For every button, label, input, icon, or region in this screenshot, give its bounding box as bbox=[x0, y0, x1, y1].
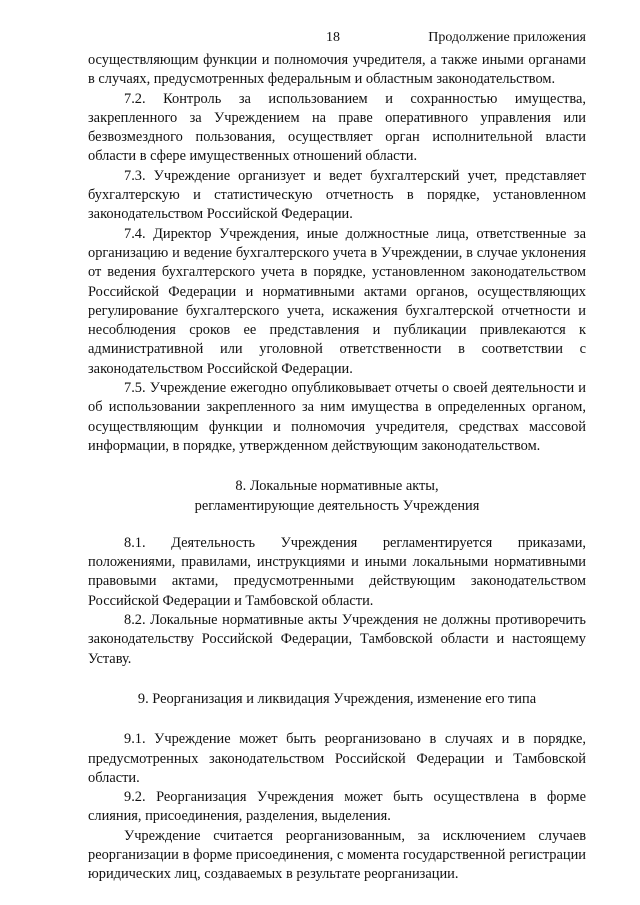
paragraph-9-3: Учреждение считается реорганизованным, за исключением случаев реорганизации в форме присоединения, с момента государственной регистрации юридических лиц, создаваемых в результате реорганизации. bbox=[88, 827, 586, 883]
paragraph-8-1: 8.1. Деятельность Учреждения регламентируется приказами, положениями, правилами, инструкциями и иными локальными нормативными правовыми актами, предусмотренными действующим законодательством Российской Федерации и Тамбовской области. bbox=[88, 534, 586, 609]
continuation-label: Продолжение приложения bbox=[428, 30, 586, 45]
spacer bbox=[88, 516, 586, 534]
paragraph-7-3: 7.3. Учреждение организует и ведет бухгалтерский учет, представляет бухгалтерскую и статистическую отчетность в порядке, установленном законодательством Российской Федерации. bbox=[88, 167, 586, 223]
paragraph-continued: осуществляющим функции и полномочия учредителя, а также иными органами в случаях, предусмотренных федеральным и областным законодательством. bbox=[88, 52, 586, 88]
section-8-heading-line1: 8. Локальные нормативные акты, bbox=[235, 478, 439, 495]
paragraph-9-1: 9.1. Учреждение может быть реорганизовано в случаях и в порядке, предусмотренных законодательством Российской Федерации и Тамбовской области. bbox=[88, 731, 586, 786]
spacer bbox=[88, 709, 586, 730]
paragraph-7-4: 7.4. Директор Учреждения, иные должностные лица, ответственные за организацию и ведение бухгалтерского учета в Учреждении, в случае уклонения от ведения бухгалтерского учета в порядке, установленном законодательством Российской Федерации и нормативными актами органов, осуществляющих регулирование бухгалтерского учета, искажения бухгалтерской отчетности и несоблюдения сроков ее представления и публикации привлекаются к административной или уголовной ответственности в соответствии с законодательством Российской Федерации. bbox=[88, 225, 586, 377]
spacer bbox=[88, 456, 586, 477]
paragraph-8-2: 8.2. Локальные нормативные акты Учреждения не должны противоречить законодательству Российской Федерации, Тамбовской области и настоящему Уставу. bbox=[88, 612, 586, 667]
section-9-heading: 9. Реорганизация и ликвидация Учреждения, изменение его типа bbox=[137, 690, 537, 707]
section-8-heading-line2: регламентирующие деятельность Учреждения bbox=[194, 497, 480, 514]
paragraph-9-2: 9.2. Реорганизация Учреждения может быть осуществлена в форме слияния, присоединения, разделения, выделения. bbox=[88, 789, 586, 825]
page-header bbox=[0, 30, 640, 50]
spacer bbox=[88, 669, 586, 690]
page-number: 18 bbox=[326, 30, 340, 45]
paragraph-7-5: 7.5. Учреждение ежегодно опубликовывает отчеты о своей деятельности и об использовании закрепленного за ним имущества в определенных органом, осуществляющим функции и полномочия учредителя, средствах массовой информации, в порядке, утвержденном действующим законодательством. bbox=[88, 380, 586, 454]
paragraph-7-2: 7.2. Контроль за использованием и сохранностью имущества, закрепленного за Учреждением на праве оперативного управления или безвозмездного пользования, осуществляет орган исполнительной власти области в сфере имущественных отношений области. bbox=[88, 90, 586, 165]
document-body bbox=[88, 51, 586, 885]
